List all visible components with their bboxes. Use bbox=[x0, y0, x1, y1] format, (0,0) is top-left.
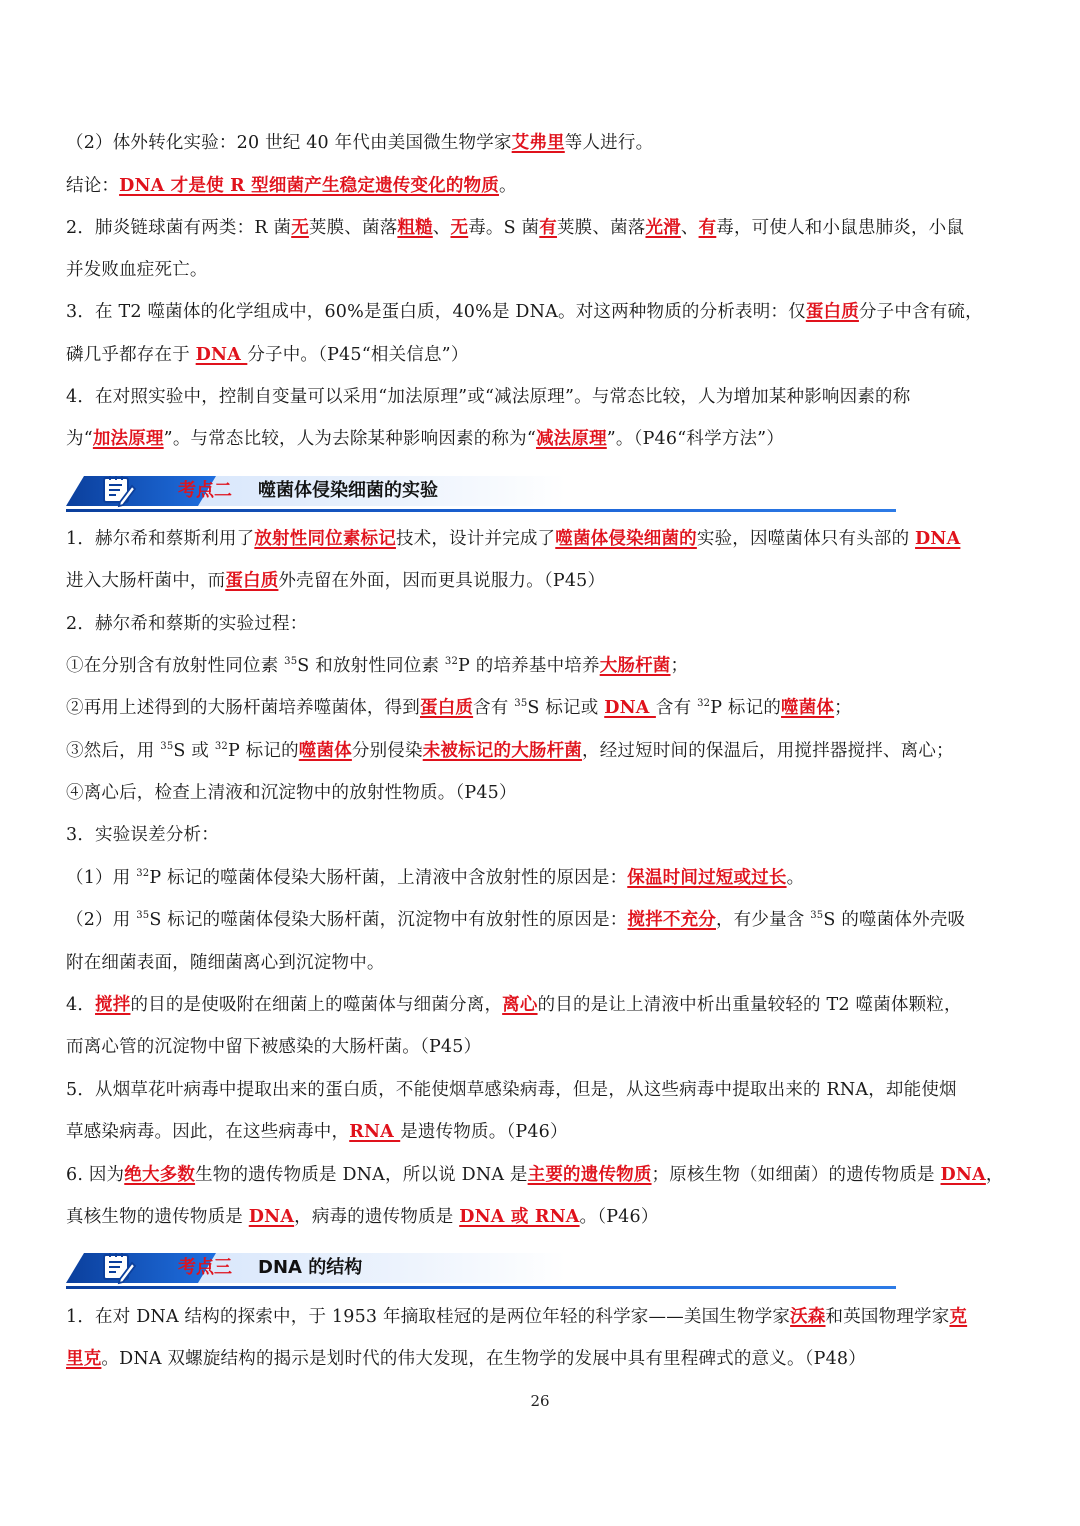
section-header bbox=[66, 472, 896, 514]
text-line: （2）用 $^{35}$S 标记的噬菌体侵染大肠杆菌，沉淀物中有放射性的原因是：搅拌不充分，有少量含 $^{35}$S 的噬菌体外壳吸 bbox=[66, 910, 966, 930]
text-line: ②再用上述得到的大肠杆菌培养噬菌体，得到蛋白质含有 $^{35}$S 标记或 DNA 含有 $^{32}$P 标记的噬菌体； bbox=[66, 698, 852, 718]
section-tag: 考点二 bbox=[178, 480, 232, 501]
text-line: ③然后，用 $^{35}$S 或 $^{32}$P 标记的噬菌体分别侵染未被标记的大肠杆菌，经过短时间的保温后，用搅拌器搅拌、离心； bbox=[66, 741, 954, 761]
text-line: 1．赫尔希和蔡斯利用了放射性同位素标记技术，设计并完成了噬菌体侵染细菌的实验，因噬菌体只有头部的 DNA bbox=[66, 529, 961, 549]
text-line: 4．在对照实验中，控制自变量可以采用“加法原理”或“减法原理”。与常态比较，人为增加某种影响因素的称 bbox=[66, 387, 911, 407]
answer-blank: DNA bbox=[604, 698, 656, 718]
text-line: 里克。DNA 双螺旋结构的揭示是划时代的伟大发现，在生物学的发展中具有里程碑式的意义。（P48） bbox=[66, 1349, 866, 1369]
answer-blank: 噬菌体侵染细菌的 bbox=[555, 529, 697, 549]
section-title: 噬菌体侵染细菌的实验 bbox=[258, 480, 438, 501]
text-line: 草感染病毒。因此，在这些病毒中，RNA 是遗传物质。（P46） bbox=[66, 1122, 568, 1142]
text-line: （2）体外转化实验：20 世纪 40 年代由美国微生物学家艾弗里等人进行。 bbox=[66, 133, 654, 153]
section-header bbox=[66, 1249, 896, 1291]
answer-blank: 粗糙 bbox=[397, 218, 433, 238]
answer-blank: 主要的遗传物质 bbox=[527, 1165, 652, 1185]
text-line: 并发败血症死亡。 bbox=[66, 260, 208, 280]
answer-blank: DNA bbox=[248, 1207, 295, 1227]
answer-blank: DNA bbox=[915, 529, 961, 549]
answer-blank: DNA bbox=[195, 345, 248, 365]
text-line: 附在细菌表面，随细菌离心到沉淀物中。 bbox=[66, 953, 385, 973]
notepad-pencil-icon bbox=[98, 1249, 138, 1285]
text-line: 2．赫尔希和蔡斯的实验过程： bbox=[66, 614, 308, 634]
answer-blank: 离心 bbox=[502, 995, 538, 1015]
answer-blank: DNA 或 RNA bbox=[459, 1207, 580, 1227]
text-line: 进入大肠杆菌中，而蛋白质外壳留在外面，因而更具说服力。（P45） bbox=[66, 571, 606, 591]
answer-blank: 大肠杆菌 bbox=[599, 656, 671, 676]
text-line: 6. 因为绝大多数生物的遗传物质是 DNA，所以说 DNA 是主要的遗传物质；原核生物（如细菌）的遗传物质是 DNA， bbox=[66, 1165, 1004, 1185]
answer-blank: 加法原理 bbox=[92, 429, 164, 449]
answer-blank: 蛋白质 bbox=[420, 698, 474, 718]
answer-blank: 有 bbox=[539, 218, 557, 238]
answer-blank: 搅拌不充分 bbox=[627, 910, 716, 930]
text-line: 3．在 T2 噬菌体的化学组成中，60%是蛋白质，40%是 DNA。对这两种物质的分析表明：仅蛋白质分子中含有硫， bbox=[66, 302, 983, 322]
text-line: 磷几乎都存在于 DNA 分子中。（P45“相关信息”） bbox=[66, 345, 469, 365]
answer-blank: 放射性同位素标记 bbox=[254, 529, 396, 549]
answer-blank: 里克 bbox=[66, 1349, 102, 1369]
text-line: 3．实验误差分析： bbox=[66, 825, 219, 845]
text-line: （1）用 $^{32}$P 标记的噬菌体侵染大肠杆菌，上清液中含放射性的原因是：保温时间过短或过长。 bbox=[66, 868, 805, 888]
section-tag: 考点三 bbox=[178, 1257, 232, 1278]
answer-blank: 无 bbox=[291, 218, 309, 238]
answer-blank: 保温时间过短或过长 bbox=[627, 868, 787, 888]
text-line: 4．搅拌的目的是使吸附在细菌上的噬菌体与细菌分离，离心的目的是让上清液中析出重量较轻的 T2 噬菌体颗粒， bbox=[66, 995, 962, 1015]
answer-blank: 无 bbox=[450, 218, 469, 238]
answer-blank: 光滑 bbox=[645, 218, 681, 238]
text-line: ④离心后，检查上清液和沉淀物中的放射性物质。（P45） bbox=[66, 783, 517, 803]
answer-blank: RNA bbox=[349, 1122, 401, 1142]
answer-blank: DNA 才是使 R 型细菌产生稳定遗传变化的物质 bbox=[119, 176, 499, 196]
answer-blank: 减法原理 bbox=[535, 429, 607, 449]
answer-blank: 绝大多数 bbox=[124, 1165, 196, 1185]
answer-blank: 艾弗里 bbox=[511, 133, 565, 153]
answer-blank: 沃森 bbox=[790, 1307, 826, 1327]
page-number: 26 bbox=[530, 1392, 550, 1410]
text-line: 5．从烟草花叶病毒中提取出来的蛋白质，不能使烟草感染病毒，但是，从这些病毒中提取出来的 RNA，却能使烟 bbox=[66, 1080, 957, 1100]
text-line: 而离心管的沉淀物中留下被感染的大肠杆菌。（P45） bbox=[66, 1037, 482, 1057]
answer-blank: 搅拌 bbox=[95, 995, 131, 1015]
text-line: 1．在对 DNA 结构的探索中，于 1953 年摘取桂冠的是两位年轻的科学家——美国生物学家沃森和英国物理学家克 bbox=[66, 1307, 968, 1327]
text-line: ①在分别含有放射性同位素 $^{35}$S 和放射性同位素 $^{32}$P 的培养基中培养大肠杆菌； bbox=[66, 656, 689, 676]
section-title: DNA 的结构 bbox=[258, 1257, 363, 1278]
notepad-pencil-icon bbox=[98, 472, 138, 508]
text-line: 为“加法原理”。与常态比较，人为去除某种影响因素的称为“减法原理”。（P46“科学方法”） bbox=[66, 429, 785, 449]
answer-blank: DNA bbox=[940, 1165, 986, 1185]
answer-blank: 未被标记的大肠杆菌 bbox=[422, 741, 583, 761]
answer-blank: 蛋白质 bbox=[805, 302, 859, 322]
answer-blank: 噬菌体 bbox=[298, 741, 352, 761]
answer-blank: 噬菌体 bbox=[781, 698, 835, 718]
answer-blank: 克 bbox=[949, 1307, 968, 1327]
text-line: 结论：DNA 才是使 R 型细菌产生稳定遗传变化的物质。 bbox=[66, 176, 517, 196]
answer-blank: 有 bbox=[698, 218, 717, 238]
answer-blank: 蛋白质 bbox=[225, 571, 279, 591]
text-line: 2．肺炎链球菌有两类：R 菌无荚膜、菌落粗糙、无毒。S 菌有荚膜、菌落光滑、有毒，可使人和小鼠患肺炎，小鼠 bbox=[66, 218, 965, 238]
text-line: 真核生物的遗传物质是 DNA，病毒的遗传物质是 DNA 或 RNA。（P46） bbox=[66, 1207, 659, 1227]
